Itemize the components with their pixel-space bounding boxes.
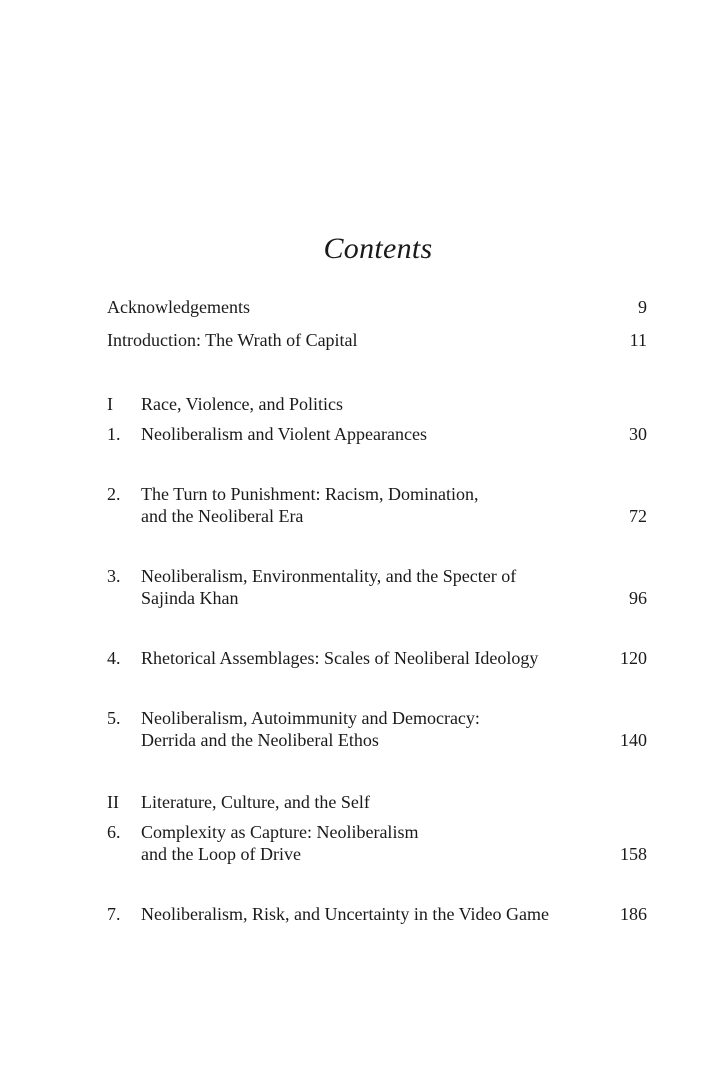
part-title: Literature, Culture, and the Self	[141, 792, 370, 812]
chapter-title-cont: Derrida and the Neoliberal Ethos	[141, 730, 379, 750]
part-title: Race, Violence, and Politics	[141, 394, 344, 414]
chapter-page: 30	[629, 424, 647, 444]
chapter-number: 4.	[107, 648, 121, 668]
chapter-number: 6.	[107, 822, 121, 842]
chapter-title: Neoliberalism and Violent Appearances	[141, 424, 427, 444]
chapter-title: Complexity as Capture: Neoliberalism	[141, 822, 419, 842]
chapter-title: Rhetorical Assemblages: Scales of Neoliberal Ideology	[141, 648, 539, 668]
chapter-page: 186	[620, 904, 647, 924]
chapter-number: 5.	[107, 708, 121, 728]
chapter-page: 120	[620, 648, 647, 668]
chapter-number: 7.	[107, 904, 121, 924]
chapter-number: 2.	[107, 484, 121, 504]
toc-entry-page: 11	[629, 330, 647, 350]
chapter-title-cont: Sajinda Khan	[141, 588, 239, 608]
part-numeral: I	[107, 394, 113, 414]
chapter-title: The Turn to Punishment: Racism, Domination,	[141, 484, 479, 504]
toc-entry-page: 9	[638, 297, 647, 317]
chapter-title: Neoliberalism, Autoimmunity and Democracy:	[141, 708, 480, 728]
page-title: Contents	[323, 232, 433, 265]
chapter-number: 1.	[107, 424, 121, 444]
chapter-number: 3.	[107, 566, 121, 586]
chapter-page: 72	[629, 506, 647, 526]
chapter-title: Neoliberalism, Environmentality, and the Specter of	[141, 566, 517, 586]
toc-entry-title: Acknowledgements	[107, 297, 250, 317]
toc-entry-title: Introduction: The Wrath of Capital	[107, 330, 358, 350]
chapter-page: 96	[629, 588, 647, 608]
chapter-title-cont: and the Loop of Drive	[141, 844, 301, 864]
chapter-title-cont: and the Neoliberal Era	[141, 506, 304, 526]
chapter-page: 140	[620, 730, 647, 750]
part-numeral: II	[107, 792, 119, 812]
chapter-title: Neoliberalism, Risk, and Uncertainty in the Video Game	[141, 904, 549, 924]
chapter-page: 158	[620, 844, 647, 864]
